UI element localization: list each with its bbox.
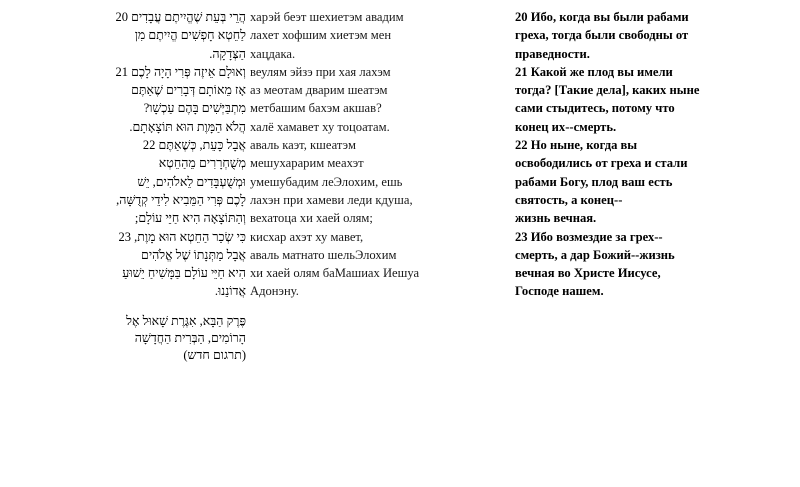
russian-line: греха, тогда были свободны от [515, 28, 689, 43]
russian-line: тогда? [Такие дела], каких ныне [515, 83, 700, 98]
russian-line: 22 Но ныне, когда вы [515, 138, 638, 153]
hebrew-text: כִּי שְׂכַר הַחֵטְא הוּא מָוֶת, [134, 229, 246, 244]
hebrew-text: הֲרֵי בְּעֵת שֶׁהֱיִיתֶם עֲבָדִים [131, 10, 246, 24]
translit-line: харэй беэт шехиетэм авадим [250, 10, 404, 24]
russian-column [515, 8, 795, 301]
hebrew-line [0, 136, 246, 154]
hebrew-line [0, 209, 246, 227]
hebrew-text: הִיא חַיֵּי עוֹלָם בַּמָּשִׁיחַ יֵשׁוּעַ [122, 266, 246, 281]
translit-line: метбашим бахэм акшав? [250, 101, 382, 116]
hebrew-line [0, 63, 246, 81]
hebrew-column [0, 8, 246, 301]
translit-line: аваль каэт, кшеатэм [250, 138, 356, 153]
translit-line: мешухарарим меахэт [250, 156, 364, 171]
russian-line: жизнь вечная. [515, 211, 597, 226]
hebrew-line [0, 81, 246, 99]
hebrew-line [0, 26, 246, 44]
translit-line: лахет хофшим хиетэм мен [250, 28, 392, 43]
translit-line: халё хамавет ху тоцоатам. [250, 119, 390, 134]
hebrew-line [0, 154, 246, 172]
translit-line: аз меотам дварим шеатэм [250, 83, 388, 98]
russian-line: вечная во Христе Иисусе, [515, 266, 661, 281]
hebrew-text: אָז מֵאוֹתָם דְּבָרִים שֶׁאַתֶּם [131, 83, 246, 98]
hebrew-text: אֲבָל מַתְּנָתוֹ שֶׁל אֱלֹהִים [141, 247, 246, 262]
translit-line: умешубадим леЭлохим, ешь [250, 174, 403, 189]
hebrew-line [0, 191, 246, 209]
translit-line: лахэн при хамеви леди кдуша, [250, 192, 413, 207]
translit-line: веулям эйзэ при хая лахэм [250, 64, 391, 79]
hebrew-line [0, 173, 246, 191]
hebrew-text: לָכֶם פְּרִי הַמֵּבִיא לִידֵי קְדֻשָּׁה, [116, 192, 246, 207]
transliteration-column [250, 8, 490, 301]
hebrew-line [0, 45, 246, 63]
footer-line: פֶּרֶק הַבָּא, אִגֶּרֶת שָׁאוּל אֶל [126, 314, 246, 328]
russian-line: праведности. [515, 46, 590, 61]
next-chapter-note [0, 313, 246, 364]
russian-line: конец их--смерть. [515, 119, 617, 134]
hebrew-line [0, 282, 246, 300]
translit-line: хацдака. [250, 46, 296, 61]
hebrew-text: וּמְשֻׁעְבָּדִים לֵאלֹהִים, יֵשׁ [137, 174, 246, 189]
translit-line: вехатоца хи хаей олям; [250, 211, 373, 226]
russian-line: освободились от греха и стали [515, 156, 688, 171]
russian-line: святость, а конец-- [515, 192, 623, 207]
russian-line: 23 Ибо возмездие за грех-- [515, 229, 663, 244]
verse-number: 22 [142, 138, 156, 153]
hebrew-text: לַחֵטְא חָפְשִׁים הֱיִיתֶם מִן [134, 28, 246, 43]
footer-line: הָרוֹמִים, הַבְּרִית הַחֲדָשָׁה [134, 331, 246, 345]
hebrew-text: אֲדוֹנֵנוּ. [214, 284, 246, 299]
russian-line: 20 Ибо, когда вы были рабами [515, 10, 689, 24]
hebrew-line [0, 8, 246, 26]
hebrew-text: אֲבָל כָּעֵת, כְּשֶׁאַתֶּם [158, 138, 246, 153]
russian-line: сами стыдитесь, потому что [515, 101, 675, 116]
hebrew-text: הֲלֹא הַמָּוֶת הוּא תּוֹצָאָתָם. [129, 119, 246, 134]
translit-line: аваль матнато шельЭлохим [250, 247, 397, 262]
hebrew-line [0, 99, 246, 117]
hebrew-line [0, 118, 246, 136]
hebrew-text: מְשֻׁחְרָרִים מֵהַחֵטְא [158, 156, 246, 171]
russian-line: Господе нашем. [515, 284, 604, 299]
hebrew-line [0, 246, 246, 264]
hebrew-line [0, 264, 246, 282]
russian-line: рабами Богу, плод ваш есть [515, 174, 673, 189]
translit-line: хи хаей олям баМашиах Иешуа [250, 266, 420, 281]
hebrew-text: וְהַתּוֹצָאָה הִיא חַיֵּי עוֹלָם; [134, 211, 246, 226]
verse-number: 20 [115, 10, 128, 24]
hebrew-text: הַצְּדָקָה. [209, 46, 246, 61]
footer-line: (תרגום חדש) [183, 348, 246, 362]
russian-line: 21 Какой же плод вы имели [515, 64, 673, 79]
translit-line: Адонэну. [250, 284, 299, 299]
hebrew-text: מִתְבַּיְּשִׁים בָּהֶם עַכְשָׁו? [143, 101, 246, 116]
translit-line: кисхар ахэт ху мавет, [250, 229, 364, 244]
russian-line: смерть, а дар Божий--жизнь [515, 247, 675, 262]
verse-number: 21 [115, 64, 128, 79]
verse-number: 23 [118, 229, 131, 244]
hebrew-text: וְאוּלָם אֵיזֶה פְּרִי הָיָה לָכֶם [131, 64, 246, 79]
hebrew-line [0, 228, 246, 246]
